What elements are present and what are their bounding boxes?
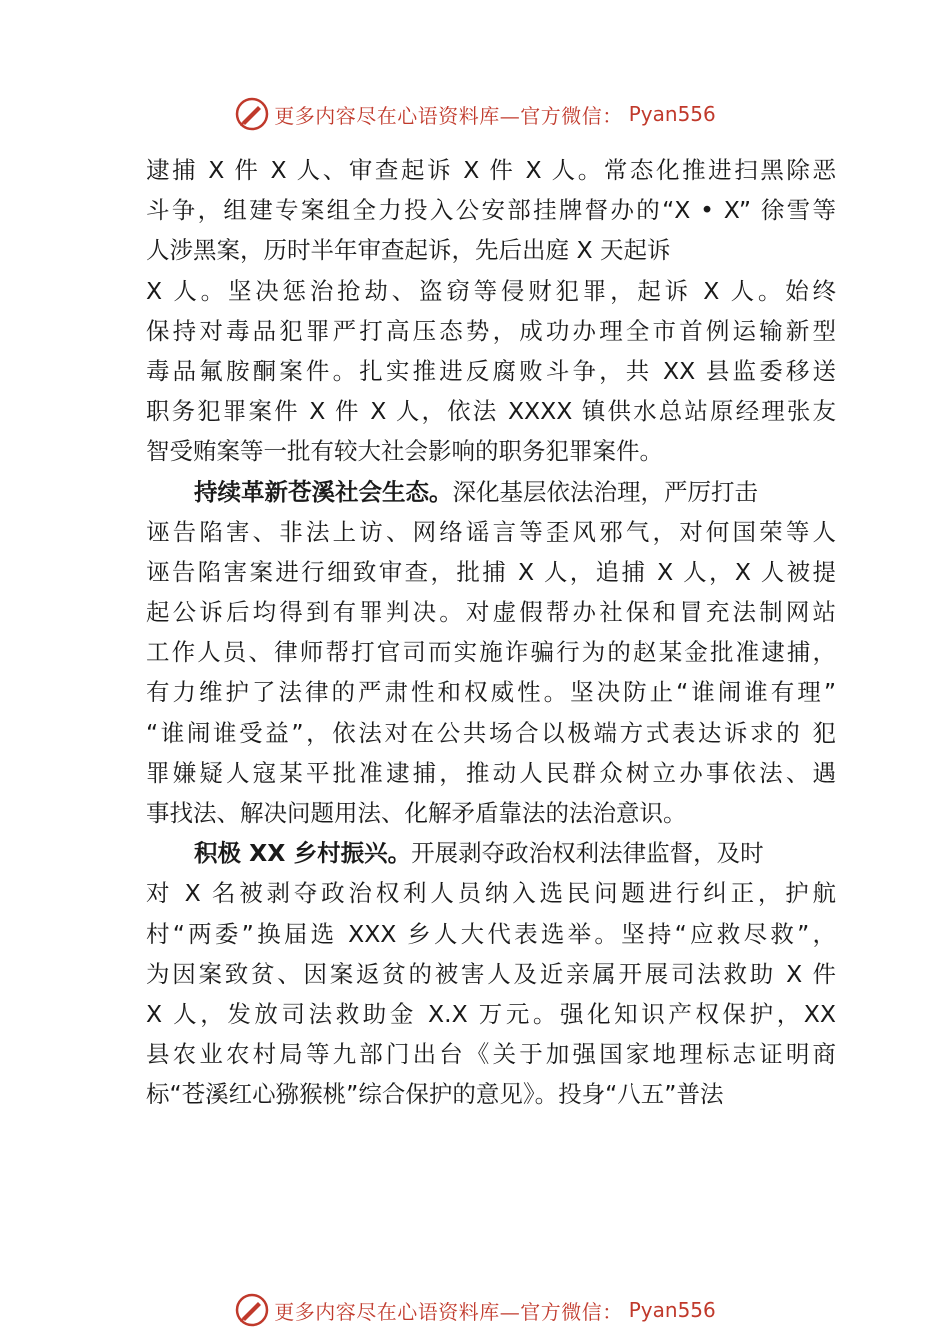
text-line: 为因案致贫、因案返贫的被害人及近亲属开展司法救助 X 件: [146, 959, 836, 988]
paragraph-first-line: [146, 833, 836, 873]
text-line: 诬告陷害、非法上访、网络谣言等歪风邪气，对何国荣等人: [146, 517, 836, 546]
text-line: 保持对毒品犯罪严打高压态势，成功办理全市首例运输新型: [146, 316, 836, 345]
text-line: 逮捕 X 件 X 人、审查起诉 X 件 X 人。常态化推进扫黑除恶: [146, 156, 836, 184]
text-line: 职务犯罪案件 X 件 X 人，依法 XXXX 镇供水总站原经理张友: [146, 397, 836, 426]
watermark-text: 更多内容尽在心语资料库—官方微信：: [274, 103, 623, 128]
text-line: 有力维护了法律的严肃性和权威性。坚决防止“谁闹谁有理”: [146, 678, 836, 707]
pen-logo-icon: [234, 1292, 270, 1328]
text-line: 人涉黑案，历时半年审查起诉，先后出庭 X 天起诉: [146, 236, 671, 265]
text-line: 罪嫌疑人寇某平批准逮捕，推动人民群众树立办事依法、遇: [146, 758, 836, 787]
text-line: 诬告陷害案进行细致审查，批捕 X 人，追捕 X 人，X 人被提: [146, 557, 836, 586]
watermark-wechat-id: Pyan556: [628, 1298, 716, 1322]
text-run: 深化基层依法治理，严厉打击: [452, 477, 758, 506]
paragraph-first-line: [146, 472, 836, 512]
text-line: X 人，发放司法救助金 X.X 万元。强化知识产权保护，XX: [146, 999, 836, 1028]
text-line: 标“苍溪红心猕猴桃”综合保护的意见》。投身“八五”普法: [146, 1080, 724, 1109]
text-line: 村“两委”换届选 XXX 乡人大代表选举。坚持“应救尽救”，: [146, 919, 836, 948]
text-line: 事找法、解决问题用法、化解矛盾靠法的法治意识。: [146, 799, 687, 827]
paragraph-heading: 持续革新苍溪社会生态。: [194, 477, 453, 506]
text-line: 斗争，组建专案组全力投入公安部挂牌督办的“X • X” 徐雪等: [146, 196, 836, 225]
paragraph-heading: 积极 XX 乡村振兴。: [194, 839, 412, 868]
footer-watermark: [0, 1288, 950, 1332]
text-line: 工作人员、律师帮打官司而实施诈骗行为的赵某金批准逮捕，: [146, 638, 836, 667]
watermark-wechat-id: Pyan556: [628, 102, 716, 126]
watermark-text: 更多内容尽在心语资料库—官方微信：: [274, 1299, 623, 1324]
text-line: 县农业农村局等九部门出台《关于加强国家地理标志证明商: [146, 1040, 836, 1069]
text-run: 开展剥夺政治权利法律监督，及时: [411, 839, 764, 868]
text-line: 智受贿案等一批有较大社会影响的职务犯罪案件。: [146, 437, 663, 466]
document-body: [146, 150, 836, 1115]
text-line: 起公诉后均得到有罪判决。对虚假帮办社保和冒充法制网站: [146, 598, 836, 627]
text-line: X 人。坚决惩治抢劫、盗窃等侵财犯罪，起诉 X 人。始终: [146, 276, 836, 305]
text-line: “谁闹谁受益”，依法对在公共场合以极端方式表达诉求的 犯: [146, 718, 836, 747]
text-line: 对 X 名被剥夺政治权利人员纳入选民问题进行纠正，护航: [146, 879, 836, 908]
header-watermark: [0, 92, 950, 136]
text-line: 毒品氟胺酮案件。扎实推进反腐败斗争，共 XX 县监委移送: [146, 356, 836, 385]
pen-logo-icon: [234, 96, 270, 132]
